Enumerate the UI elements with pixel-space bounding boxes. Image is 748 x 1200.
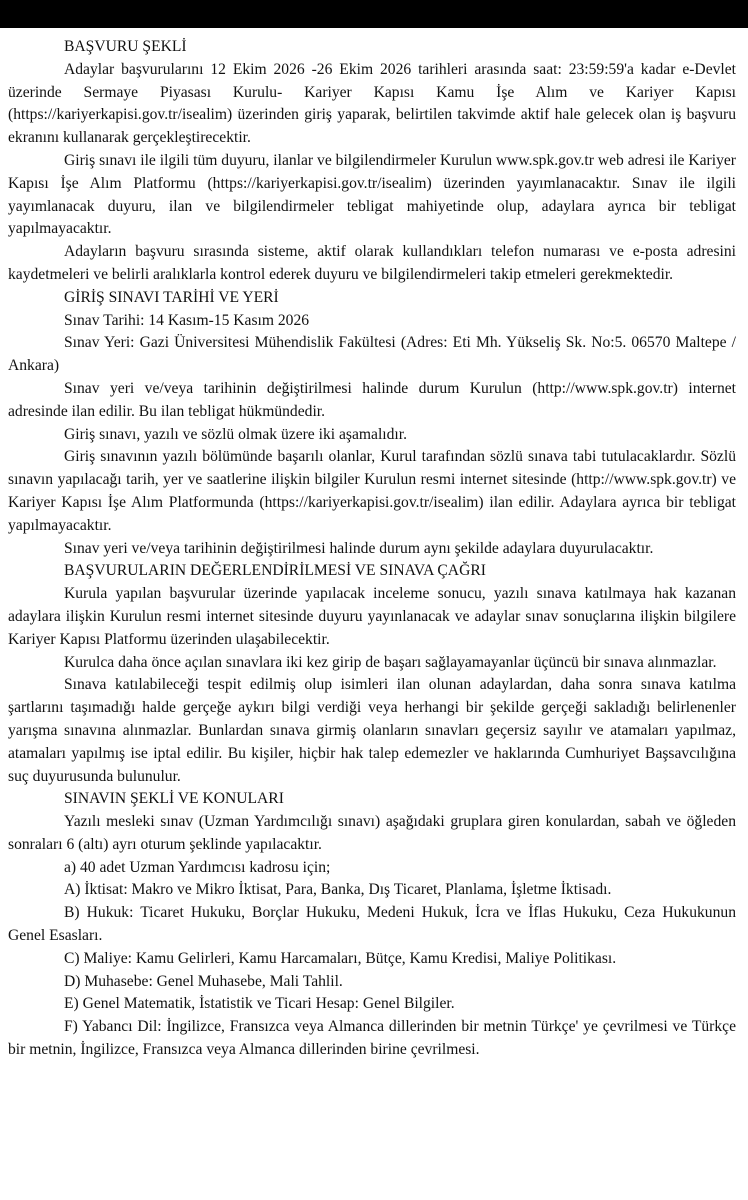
paragraph-sozlu-sinav: Giriş sınavının yazılı bölümünde başarılı olanlar, Kurul tarafından sözlü sınava tabi tutulacaklardır. Sözlü sınavın yapılacağı tarih, yer ve saatlerine ilişkin bilgiler Kurulun resmi internet sitesinde (http://www.spk.gov.tr) ve Kariyer Kapısı İşe Alım Platformunda (https://kariyerkapisi.gov.tr/isealim) ilan edilir. Adaylara ayrıca bir tebligat yapılmayacaktır.	[8, 448, 736, 534]
list-item-muhasebe: D) Muhasebe: Genel Muhasebe, Mali Tahlil.	[64, 972, 343, 990]
paragraph-iletisim-bilgileri: Adayların başvuru sırasında sisteme, aktif olarak kullandıkları telefon numarası ve e-posta adresini kaydetmeleri ve belirli aralıklarla kontrol ederek duyuru ve bilgilendirmeleri takip etmeleri gerekmektedir.	[8, 243, 736, 283]
paragraph-sinav-tarihi: Sınav Tarihi: 14 Kasım-15 Kasım 2026	[64, 311, 310, 329]
top-black-bar	[0, 0, 748, 28]
paragraph-sinav-yeri: Sınav Yeri: Gazi Üniversitesi Mühendislik Fakültesi (Adres: Eti Mh. Yükseliş Sk. No:5. 06570 Maltepe / Ankara)	[8, 334, 736, 375]
list-item-hukuk: B) Hukuk: Ticaret Hukuku, Borçlar Hukuku, Medeni Hukuk, İcra ve İflas Hukuku, Ceza Hukukunun Genel Esasları.	[8, 904, 736, 945]
paragraph-duyuru-ilanlar: Giriş sınavı ile ilgili tüm duyuru, ilanlar ve bilgilendirmeler Kurulun www.spk.gov.tr web adresi ile Kariyer Kapısı İşe Alım Platformu (https://kariyerkapisi.gov.tr/isealim) üzerinden yayımlanacaktır. Sınav ile ilgili yayımlanacak duyuru, ilan ve bilgilendirmeler tebligat mahiyetinde olup, adaylara ayrıca bir tebligat yapılmayacaktır.	[8, 151, 736, 238]
section-heading-basvuru-sekli: BAŞVURU ŞEKLİ	[64, 38, 187, 55]
paragraph-yazili-sinav: Yazılı mesleki sınav (Uzman Yardımcılığı sınavı) aşağıdaki gruplara giren konulardan, sabah ve öğleden sonraları 6 (altı) ayrı oturum şeklinde yapılacaktır.	[8, 813, 736, 853]
list-item-maliye: C) Maliye: Kamu Gelirleri, Kamu Harcamaları, Bütçe, Kamu Kredisi, Maliye Politikası.	[64, 949, 617, 967]
document-page	[8, 36, 736, 1062]
section-heading-degerlendirme: BAŞVURULARIN DEĞERLENDİRİLMESİ VE SINAVA ÇAĞRI	[64, 562, 486, 580]
list-item-iktisat: A) İktisat: Makro ve Mikro İktisat, Para, Banka, Dış Ticaret, Planlama, İşletme İktisadı.	[64, 881, 612, 899]
paragraph-degisiklik-duyurusu: Sınav yeri ve/veya tarihinin değiştirilmesi halinde durum aynı şekilde adaylara duyurulacaktır.	[64, 539, 654, 557]
paragraph-gercege-aykiri-bilgi: Sınava katılabileceği tespit edilmiş olup isimleri ilan olunan adaylardan, daha sonra sınava katılma şartlarını taşımadığı halde gerçeğe aykırı bilgi verdiği veya herhangi bir şekilde gerçeği sakladığı belirlenenler yarışma sınavına alınmazlar. Bunlardan sınava girmiş olanların sınavları geçersiz sayılır ve atamaları yapılmaz, atamaları yapılmış ise iptal edilir. Bu kişiler, hiçbir hak talep edemezler ve haklarında Cumhuriyet Başsavcılığına suç duyurusunda bulunulur.	[8, 676, 736, 785]
list-item-yabanci-dil: F) Yabancı Dil: İngilizce, Fransızca veya Almanca dillerinden bir metnin Türkçe' ye çevrilmesi ve Türkçe bir metnin, İngilizce, Fransızca veya Almanca dillerinden birine çevrilmesi.	[8, 1018, 736, 1059]
section-heading-sinav-tarihi-yeri: GİRİŞ SINAVI TARİHİ VE YERİ	[64, 288, 279, 306]
list-item-matematik: E) Genel Matematik, İstatistik ve Ticari Hesap: Genel Bilgiler.	[64, 995, 455, 1013]
paragraph-sinav-asamalari: Giriş sınavı, yazılı ve sözlü olmak üzere iki aşamalıdır.	[64, 425, 407, 443]
paragraph-inceleme-sonucu: Kurula yapılan başvurular üzerinde yapılacak inceleme sonucu, yazılı sınava katılmaya hak kazanan adaylara ilişkin Kurulun resmi internet sitesinde duyuru yayınlanacak ve adaylar sınav sonuçlarına ilişkin bilgilere Kariyer Kapısı Platformu üzerinden ulaşabilecektir.	[8, 585, 736, 648]
list-item-a: a) 40 adet Uzman Yardımcısı kadrosu için;	[64, 858, 331, 876]
paragraph-ucuncu-sinav: Kurulca daha önce açılan sınavlara iki kez girip de başarı sağlayamayanlar üçüncü bir sınava alınmazlar.	[64, 653, 717, 671]
paragraph-yer-degisikligi: Sınav yeri ve/veya tarihinin değiştirilmesi halinde durum Kurulun (http://www.spk.gov.tr) internet adresinde ilan edilir. Bu ilan tebligat hükmündedir.	[8, 379, 736, 420]
section-heading-sinav-sekli: SINAVIN ŞEKLİ VE KONULARI	[64, 790, 284, 808]
paragraph-basvuru-tarihleri: Adaylar başvurularını 12 Ekim 2026 -26 Ekim 2026 tarihleri arasında saat: 23:59:59'a kadar e-Devlet üzerinde Sermaye Piyasası Kurulu- Kariyer Kapısı Kamu İşe Alım ve Kariyer Kapısı (https://kariyerkapisi.gov.tr/isealim) üzerinden giriş yaparak, belirtilen takvimde aktif hale gelecek olan iş başvuru ekranını kullanarak gerçekleştirecektir.	[8, 60, 736, 147]
